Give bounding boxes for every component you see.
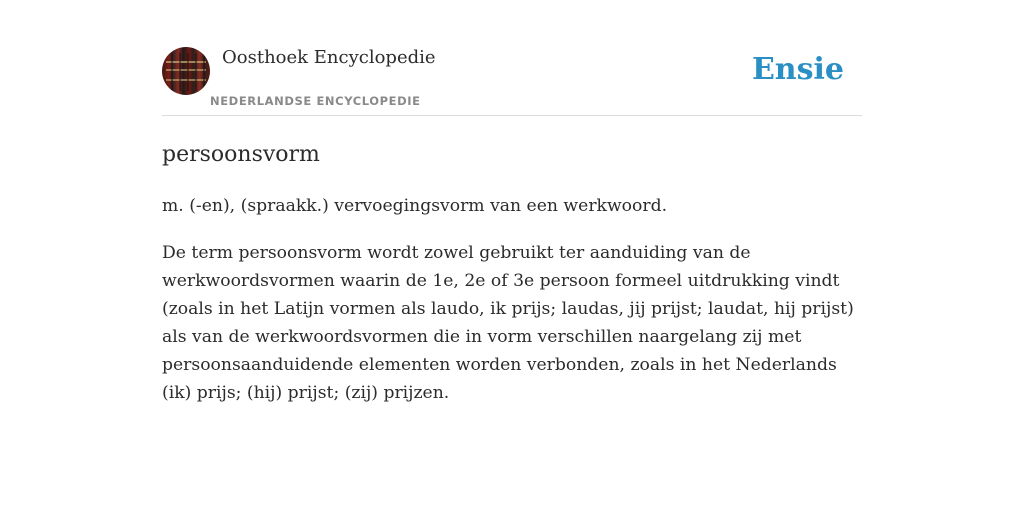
page [162, 0, 862, 407]
site-title-link[interactable]: Oosthoek Encyclopedie [222, 47, 436, 68]
site-header [162, 47, 862, 116]
entry-body: De term persoonsvorm wordt zowel gebruikt ter aanduiding van de werkwoordsvormen waarin de 1e, 2e of 3e persoon formeel uitdrukking vindt (zoals in het Latijn vormen als laudo, ik prijs; laudas, jij prijst; laudat, hij prijst) als van de werkwoordsvormen die in vorm verschillen naargelang zij met persoonsaanduidende elementen worden verbonden, zoals in het Nederlands (ik) prijs; (hij) prijst; (zij) prijzen. [162, 243, 854, 403]
encyclopedia-books-icon[interactable] [162, 47, 210, 95]
entry-content [162, 116, 862, 407]
entry-title: persoonsvorm [162, 142, 320, 167]
entry-definition: m. (-en), (spraakk.) vervoegingsvorm van een werkwoord. [162, 196, 668, 216]
site-subtitle: NEDERLANDSE ENCYCLOPEDIE [210, 94, 421, 108]
brand-logo-link[interactable]: Ensie [751, 52, 844, 87]
